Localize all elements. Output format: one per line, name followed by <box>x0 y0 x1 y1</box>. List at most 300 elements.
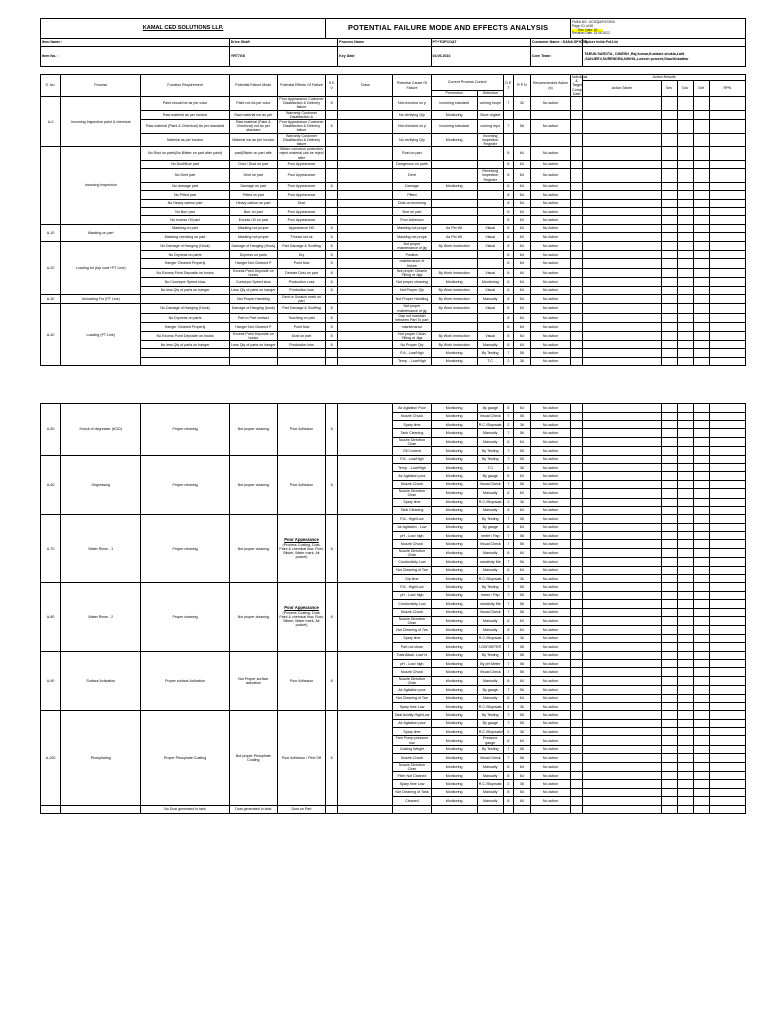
empty-cell <box>583 634 661 642</box>
empty-cell <box>709 313 745 322</box>
col-responsibility: Individual & Target Comp. Date <box>572 75 588 96</box>
prevention-control: Monitoring <box>431 455 477 463</box>
empty-cell <box>583 286 661 294</box>
detection-control: Manually <box>477 489 503 498</box>
empty-cell <box>677 506 693 514</box>
col-failure-mode: Potential Failure Mode <box>229 75 277 97</box>
recommended-action: No action <box>530 412 570 420</box>
rpn: 56 <box>513 643 530 651</box>
empty-cell <box>677 420 693 428</box>
empty-cell <box>583 711 661 719</box>
col-result-rpn: RPN <box>709 81 745 97</box>
table-row <box>41 341 746 349</box>
detection-rating: 8 <box>503 304 513 313</box>
detection-control: By Testing <box>477 745 503 753</box>
empty-cell <box>583 745 661 753</box>
rpn: 64 <box>513 788 530 796</box>
rpn: 64 <box>513 286 530 294</box>
prevention-control: Monitoring <box>431 110 477 119</box>
severity <box>326 357 338 365</box>
class <box>338 357 393 365</box>
function-requirement: No Damage of Hanging (Hook) <box>141 241 229 250</box>
recommended-action: No action <box>530 506 570 514</box>
detection-rating: 7 <box>503 515 513 523</box>
failure-mode: Dust / Dust on part <box>229 160 277 168</box>
empty-cell <box>583 548 661 557</box>
customer-extra: Spicer India Pvt.Ltd <box>583 39 746 47</box>
empty-cell <box>583 357 661 365</box>
empty-cell <box>677 455 693 463</box>
rpn: 36 <box>513 634 530 642</box>
empty-cell <box>661 313 677 322</box>
recommended-action: No action <box>530 429 570 437</box>
empty-cell <box>693 120 709 134</box>
empty-cell <box>571 199 583 207</box>
process-name: Loading for (top coat +PT Line) <box>61 241 141 294</box>
empty-cell <box>661 797 677 805</box>
detection-control: Visual Check <box>477 668 503 676</box>
empty-cell <box>661 97 677 111</box>
empty-cell <box>661 583 677 591</box>
prevention-control <box>431 169 477 183</box>
empty-cell <box>709 558 745 566</box>
empty-cell <box>693 331 709 340</box>
rpn: 64 <box>513 191 530 199</box>
empty-cell <box>693 600 709 608</box>
empty-cell <box>583 120 661 134</box>
table-row <box>41 583 746 591</box>
empty-cell <box>583 489 661 498</box>
empty-cell <box>709 676 745 685</box>
failure-effect: Poor Appearance Customer Disatifaction & Delivery failure <box>279 120 324 133</box>
empty-cell <box>571 341 583 349</box>
empty-cell <box>709 780 745 788</box>
empty-cell <box>583 754 661 762</box>
empty-cell <box>661 341 677 349</box>
empty-cell <box>693 286 709 294</box>
failure-cause: Not proper Clean Filling of Jigs <box>393 331 431 340</box>
detection-control: R.C./Stopwatc <box>477 575 503 583</box>
detection-control: By gauge <box>477 523 503 531</box>
empty-cell <box>693 515 709 523</box>
empty-cell <box>693 591 709 599</box>
empty-cell <box>571 676 583 685</box>
empty-cell <box>677 634 693 642</box>
detection-rating: 8 <box>503 676 513 685</box>
empty-cell <box>583 208 661 216</box>
empty-cell <box>661 780 677 788</box>
prevention-control <box>431 160 477 168</box>
empty-cell <box>677 583 693 591</box>
empty-cell <box>583 313 661 322</box>
detection-control <box>477 216 503 224</box>
empty-cell <box>709 659 745 667</box>
prevention-control: Monitoring <box>431 676 477 685</box>
function-requirement: No Rust on parts(No Blister on part after paint) <box>141 147 229 161</box>
part-name: Drive Shaft <box>229 39 337 47</box>
empty-cell <box>571 659 583 667</box>
prevention-control: Monitoring <box>431 745 477 753</box>
severity: 8 <box>326 278 338 286</box>
table-row <box>41 97 746 111</box>
empty-cell <box>693 532 709 540</box>
empty-cell <box>693 736 709 745</box>
recommended-action: No action <box>530 357 570 365</box>
failure-effect: Dry <box>277 251 325 259</box>
failure-effect: Dent or Scratch mark on part <box>277 294 325 303</box>
failure-cause: Spary time <box>393 498 431 506</box>
step-number: A-80 <box>41 583 61 651</box>
detection-rating: 8 <box>503 294 513 303</box>
prevention-control: Monitoring <box>431 437 477 446</box>
empty-cell <box>709 447 745 455</box>
severity <box>326 208 338 216</box>
detection-rating: 7 <box>503 711 513 719</box>
failure-cause: Masking not prope <box>393 224 431 232</box>
empty-cell <box>571 169 583 183</box>
detection-control: nductivity Me <box>477 558 503 566</box>
empty-cell <box>693 643 709 651</box>
effect-text: (Process Coating, Dust, Paint & chemical flow, Rust, Blister, Water mark, Air pocket) <box>279 542 324 560</box>
detection-rating: 2 <box>503 498 513 506</box>
effect-title: Poor Appearance <box>284 537 319 543</box>
class <box>338 259 393 268</box>
recommended-action: No Action <box>530 224 570 232</box>
failure-cause: Nozzle Chock <box>393 608 431 616</box>
detection-control: LOW METER <box>477 643 503 651</box>
function-requirement: Proper surface Activation <box>141 651 229 711</box>
table-row <box>41 313 746 322</box>
failure-cause: No verifying Qty <box>393 133 431 147</box>
empty-cell <box>693 616 709 625</box>
empty-cell <box>677 736 693 745</box>
detection-rating: 8 <box>503 404 513 412</box>
recommended-action: No action <box>530 169 570 183</box>
empty-cell <box>571 591 583 599</box>
empty-cell <box>709 268 745 277</box>
empty-cell <box>571 357 583 365</box>
empty-cell <box>583 600 661 608</box>
prevention-control: Monitoring <box>431 480 477 488</box>
recommended-action: No action <box>530 472 570 480</box>
empty-cell <box>583 97 661 111</box>
recommended-action: No action <box>530 349 570 357</box>
detection-control: Visual <box>477 224 503 232</box>
failure-cause: Nozzle Direction Chan <box>393 616 431 625</box>
failure-effect: Dust <box>277 199 325 207</box>
empty-cell <box>677 233 693 241</box>
empty-cell <box>571 600 583 608</box>
empty-cell <box>571 575 583 583</box>
recommended-action: No action <box>530 313 570 322</box>
class <box>338 323 393 331</box>
detection-rating: 7 <box>503 480 513 488</box>
failure-mode: Damage on part <box>229 182 277 190</box>
table-row <box>41 133 746 147</box>
empty-cell <box>583 643 661 651</box>
empty-cell <box>661 323 677 331</box>
detection-control: R.C./Stopwatc <box>477 702 503 710</box>
effect-text: Poor Adhesion <box>289 427 314 432</box>
class <box>338 182 393 190</box>
pfmea-sheet <box>40 18 746 814</box>
empty-cell <box>583 268 661 277</box>
empty-cell <box>677 404 693 412</box>
revision-date: Revision Date: 15.06.2022 <box>572 31 610 36</box>
empty-cell <box>693 233 709 241</box>
empty-cell <box>661 772 677 780</box>
failure-effect: Dust on part <box>277 331 325 340</box>
class <box>338 711 393 805</box>
detection-rating: 7 <box>503 540 513 548</box>
empty-cell <box>693 216 709 224</box>
function-requirement: Raw material as per invoice <box>141 110 229 119</box>
severity: 8 <box>326 182 338 190</box>
rpn: 64 <box>513 241 530 250</box>
class <box>338 304 393 313</box>
detection-rating: 8 <box>503 489 513 498</box>
rpn: 64 <box>513 199 530 207</box>
detection-rating: 8 <box>503 772 513 780</box>
empty-cell <box>709 548 745 557</box>
detection-control <box>477 313 503 322</box>
failure-cause: Not proper maintenance of jig <box>393 304 431 313</box>
rpn: 56 <box>513 668 530 676</box>
empty-cell <box>677 540 693 548</box>
detection-control: Visual Check <box>477 608 503 616</box>
class <box>338 110 393 119</box>
empty-cell <box>693 278 709 286</box>
empty-cell <box>583 575 661 583</box>
prevention-control: By Work Instruction <box>431 241 477 250</box>
effect-text: Dust on Part <box>291 807 312 812</box>
empty-cell <box>693 251 709 259</box>
prevention-control: By Work Instruction <box>431 331 477 340</box>
col-process: Process <box>61 75 141 97</box>
recommended-action: No action <box>530 566 570 574</box>
prevention-control: Monitoring <box>431 404 477 412</box>
empty-cell <box>571 429 583 437</box>
detection-control: Visual Check <box>477 480 503 488</box>
empty-cell <box>693 357 709 365</box>
detection-rating: 8 <box>503 694 513 702</box>
class <box>338 331 393 340</box>
empty-cell <box>709 540 745 548</box>
detection-rating: 8 <box>503 616 513 625</box>
empty-cell <box>661 429 677 437</box>
recommended-action: No action <box>530 182 570 190</box>
detection-control: Store registe <box>477 110 503 119</box>
empty-cell <box>693 583 709 591</box>
table-row <box>41 651 746 659</box>
prevention-control: By Work Instruction <box>431 341 477 349</box>
recommended-action: No action <box>530 447 570 455</box>
empty-cell <box>571 651 583 659</box>
failure-cause: Part not clean <box>393 643 431 651</box>
detection-control: Pressure gauge <box>477 736 503 745</box>
failure-mode: Conveyor Speed slow <box>229 278 277 286</box>
detection-rating: 8 <box>503 160 513 168</box>
detection-control: By Testing <box>477 349 503 357</box>
empty-cell <box>571 97 583 111</box>
empty-cell <box>693 772 709 780</box>
empty-cell <box>661 651 677 659</box>
empty-cell <box>661 668 677 676</box>
prevention-control: Monitoring <box>431 686 477 694</box>
company-name: KAMAL CED SOLUTIONS LLP. <box>41 19 326 39</box>
empty-cell <box>677 182 693 190</box>
empty-cell <box>583 182 661 190</box>
recommended-action: No action <box>530 558 570 566</box>
recommended-action <box>530 133 570 147</box>
prevention-control: Monitoring <box>431 429 477 437</box>
empty-cell <box>677 788 693 796</box>
recommended-action: No action <box>530 762 570 771</box>
prevention-control <box>431 259 477 268</box>
key-date: 03.06.2022 <box>431 47 530 67</box>
detection-rating: 7 <box>503 686 513 694</box>
empty-cell <box>709 643 745 651</box>
function-requirement: Hanger Cleaned Properly <box>141 259 229 268</box>
class <box>338 651 393 711</box>
col-class: Class <box>338 75 393 97</box>
empty-cell <box>661 463 677 471</box>
prevention-control: Monitoring <box>431 626 477 634</box>
failure-effect: Poor Appearance <box>277 182 325 190</box>
empty-cell <box>571 558 583 566</box>
empty-cell <box>693 268 709 277</box>
empty-cell <box>677 608 693 616</box>
empty-cell <box>583 420 661 428</box>
failure-mode: Not proper cleaning <box>229 583 277 651</box>
failure-mode: Not Proper Handling <box>229 294 277 303</box>
function-requirement: Masking checking on part <box>141 233 229 241</box>
detection-control: Incoming inspection Register <box>477 133 503 147</box>
empty-cell <box>661 349 677 357</box>
failure-mode: Part to Part contact <box>229 313 277 322</box>
detection-control: By Testing <box>477 651 503 659</box>
failure-effect: Poor Appearance <box>277 191 325 199</box>
prevention-control: Monitoring <box>431 463 477 471</box>
detection-control: coming repo <box>477 120 503 134</box>
table-row <box>41 208 746 216</box>
table-row <box>41 278 746 286</box>
detection-control: R.C./Stopwatc <box>477 634 503 642</box>
detection-control: Manually <box>477 772 503 780</box>
detection-control: Visual <box>477 233 503 241</box>
prevention-control: Monitoring <box>431 616 477 625</box>
failure-cause: Nozzle Chock <box>393 754 431 762</box>
empty-cell <box>693 788 709 796</box>
empty-cell <box>583 558 661 566</box>
step-number <box>41 147 61 225</box>
failure-cause: Gap not maintain between Part To part <box>393 313 431 322</box>
empty-cell <box>661 120 677 134</box>
failure-effect <box>277 651 325 711</box>
rpn: 64 <box>513 404 530 412</box>
severity: 8 <box>326 120 338 134</box>
step-number: A-0 <box>41 97 61 147</box>
empty-cell <box>677 719 693 727</box>
empty-cell <box>709 97 745 111</box>
recommended-action: No action <box>530 711 570 719</box>
empty-cell <box>661 216 677 224</box>
table-row <box>41 294 746 303</box>
empty-cell <box>571 259 583 268</box>
process-name: PT+TOPCOAT <box>431 39 530 47</box>
col-rpn: R P N <box>513 75 530 97</box>
severity <box>326 110 338 119</box>
empty-cell <box>583 160 661 168</box>
detection-control: Manually <box>477 506 503 514</box>
empty-cell <box>709 199 745 207</box>
rpn: 64 <box>513 216 530 224</box>
prevention-control: Monitoring <box>431 668 477 676</box>
page-break <box>41 366 746 404</box>
empty-cell <box>709 224 745 232</box>
detection-rating: 7 <box>503 349 513 357</box>
empty-cell <box>571 323 583 331</box>
empty-cell <box>571 745 583 753</box>
failure-mode: Burr on part <box>229 208 277 216</box>
detection-rating: 8 <box>503 788 513 796</box>
prevention-control: Incoming standard <box>431 97 477 111</box>
detection-rating: 7 <box>503 754 513 762</box>
detection-control: Visual Check <box>477 540 503 548</box>
table-row <box>41 286 746 294</box>
empty-cell <box>709 455 745 463</box>
empty-cell <box>709 651 745 659</box>
empty-cell <box>661 600 677 608</box>
failure-cause: Not proper maintenance of jig <box>393 241 431 250</box>
process-name: Degreasing <box>61 455 141 515</box>
function-requirement: No Dust/Burr part <box>141 160 229 168</box>
detection-rating: 8 <box>503 736 513 745</box>
empty-cell <box>583 455 661 463</box>
empty-cell <box>583 532 661 540</box>
empty-cell <box>661 659 677 667</box>
function-requirement: Proper cleaning <box>141 583 229 651</box>
failure-cause: Nozzle Chock <box>393 480 431 488</box>
empty-cell <box>571 278 583 286</box>
severity: 8 <box>326 97 338 111</box>
recommended-action: No action <box>530 728 570 736</box>
empty-cell <box>693 651 709 659</box>
detection-rating: 8 <box>503 268 513 277</box>
empty-cell <box>583 736 661 745</box>
detection-rating: 7 <box>503 583 513 591</box>
recommended-action: No action <box>530 463 570 471</box>
recommended-action: No action <box>530 268 570 277</box>
empty-cell <box>693 463 709 471</box>
empty-cell <box>661 437 677 446</box>
function-requirement: Proper cleaning <box>141 455 229 515</box>
empty-cell <box>709 566 745 574</box>
empty-cell <box>693 659 709 667</box>
detection-rating: 8 <box>503 199 513 207</box>
detection-control: Visual <box>477 331 503 340</box>
empty-cell <box>693 191 709 199</box>
table-row <box>41 304 746 313</box>
empty-cell <box>677 575 693 583</box>
empty-cell <box>693 323 709 331</box>
detection-control: Manually <box>477 797 503 805</box>
empty-cell <box>709 523 745 531</box>
class <box>338 404 393 455</box>
prevention-control: Monitoring <box>431 608 477 616</box>
empty-cell <box>693 313 709 322</box>
severity: 8 <box>326 259 338 268</box>
